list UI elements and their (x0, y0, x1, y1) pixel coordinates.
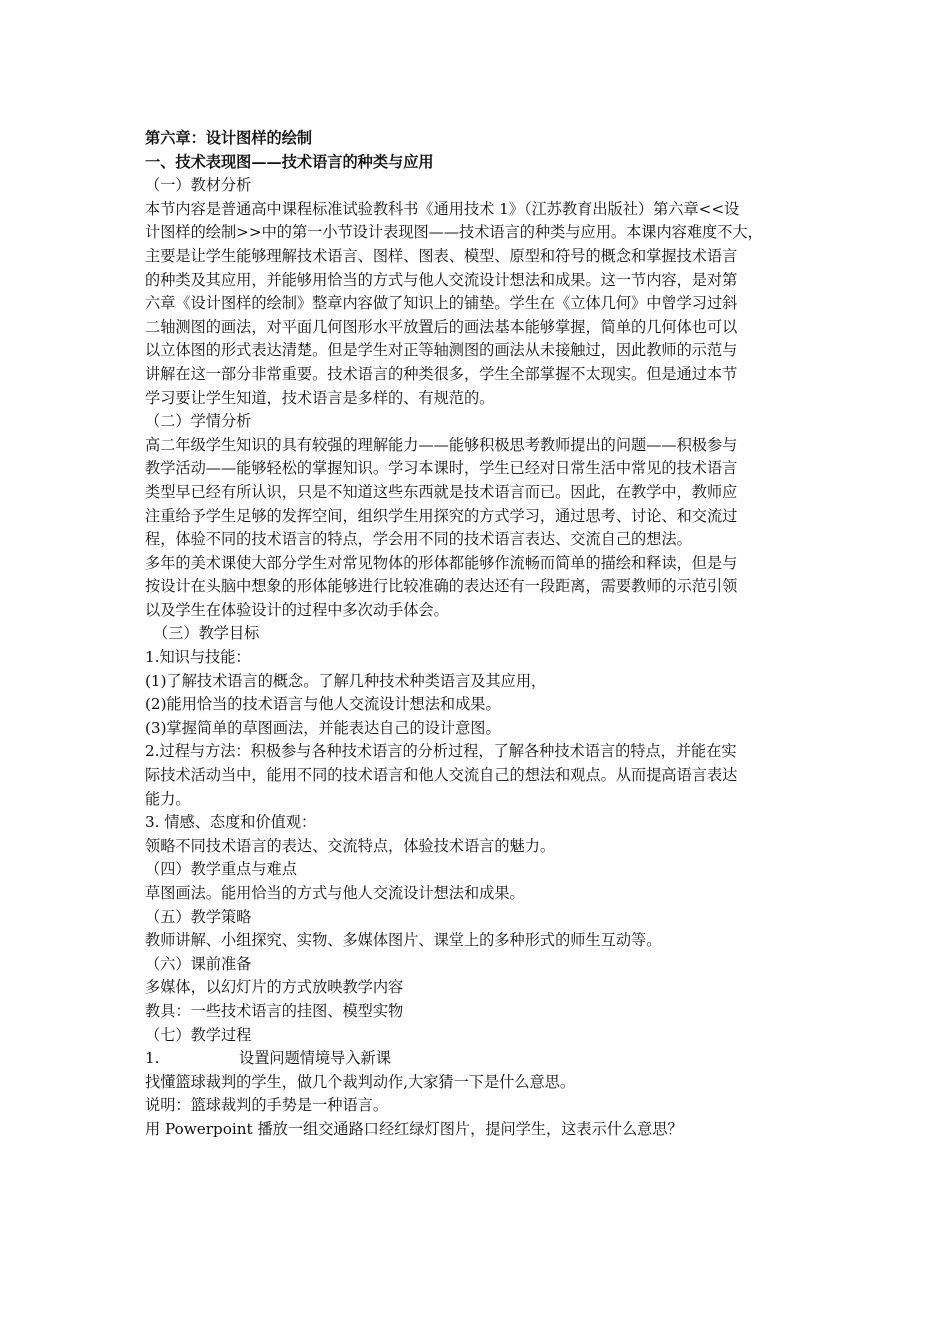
strategy-heading: （五）教学策略 (145, 907, 252, 926)
preparation-line: 多媒体，以幻灯片的方式放映教学内容 (145, 978, 404, 997)
process-line: 用 Powerpoint 播放一组交通路口经红绿灯图片，提问学生，这表示什么意思？ (145, 1119, 683, 1138)
material-analysis-line: 的种类及其应用，并能够用恰当的方式与他人交流设计想法和成果。这一节内容，是对第 (145, 270, 738, 289)
student-analysis-line: 多年的美术课使大部分学生对常见物体的形体都能够作流畅而简单的描绘和释读，但是与 (145, 553, 738, 572)
process-line: 说明：篮球裁判的手势是一种语言。 (145, 1096, 388, 1115)
material-analysis-line: 以立体图的形式表达清楚。但是学生对正等轴测图的画法从未接触过，因此教师的示范与 (145, 341, 738, 360)
section-title: 一、技术表现图——技术语言的种类与应用 (145, 152, 434, 171)
student-analysis-line: 教学活动——能够轻松的掌握知识。学习本课时，学生已经对日常生活中常见的技术语言 (145, 459, 738, 478)
material-analysis-line: 主要是让学生能够理解技术语言、图样、图表、模型、原型和符号的概念和掌握技术语言 (145, 246, 738, 265)
document-page (145, 127, 815, 1142)
objectives-heading: （三）教学目标 (153, 624, 260, 643)
student-analysis-line: 按设计在头脑中想象的形体能够进行比较准确的表达还有一段距离，需要教师的示范引领 (145, 577, 738, 596)
process-step-title: 设置问题情境导入新课 (239, 1049, 391, 1068)
student-analysis-heading: （二）学情分析 (145, 412, 252, 431)
key-points-heading: （四）教学重点与难点 (145, 860, 297, 879)
student-analysis-line: 类型早已经有所认识，只是不知道这些东西就是技术语言而已。因此，在教学中，教师应 (145, 482, 738, 501)
material-analysis-line: 本节内容是普通高中课程标准试验教科书《通用技术 1》（江苏教育出版社）第六章<<设 (145, 199, 740, 218)
student-analysis-line: 注重给予学生足够的发挥空间，组织学生用探究的方式学习，通过思考、讨论、和交流过 (145, 506, 738, 525)
process-heading: （七）教学过程 (145, 1025, 252, 1044)
objectives-line: 2.过程与方法：积极参与各种技术语言的分析过程，了解各种技术语言的特点，并能在实 (145, 742, 737, 761)
material-analysis-heading: （一）教材分析 (145, 176, 252, 195)
objectives-line: (3)掌握简单的草图画法，并能表达自己的设计意图。 (145, 718, 501, 737)
preparation-heading: （六）课前准备 (145, 954, 252, 973)
key-points-line: 草图画法。能用恰当的方式与他人交流设计想法和成果。 (145, 884, 525, 902)
strategy-line: 教师讲解、小组探究、实物、多媒体图片、课堂上的多种形式的师生互动等。 (145, 931, 662, 950)
student-analysis-line: 程，体验不同的技术语言的特点，学会用不同的技术语言表达、交流自己的想法。 (145, 530, 692, 549)
objectives-line: (1)了解技术语言的概念。了解几种技术种类语言及其应用， (145, 671, 547, 690)
chapter-title: 第六章：设计图样的绘制 (145, 129, 313, 147)
objectives-line: 能力。 (145, 789, 191, 808)
preparation-line: 教具：一些技术语言的挂图、模型实物 (145, 1001, 404, 1020)
material-analysis-line: 六章《设计图样的绘制》整章内容做了知识上的铺垫。学生在《立体几何》中曾学习过斜 (145, 294, 738, 313)
process-line: 找懂篮球裁判的学生，做几个裁判动作,大家猜一下是什么意思。 (145, 1072, 576, 1091)
objectives-line: 3. 情感、态度和价值观： (145, 813, 317, 832)
objectives-line: 1.知识与技能： (145, 648, 251, 667)
material-analysis-line: 二轴测图的画法，对平面几何图形水平放置后的画法基本能够掌握，简单的几何体也可以 (145, 317, 738, 336)
material-analysis-line: 计图样的绘制>>中的第一小节设计表现图——技术语言的种类与应用。本课内容难度不大， (145, 223, 763, 242)
material-analysis-line: 学习要让学生知道，技术语言是多样的、有规范的。 (145, 388, 495, 407)
objectives-line: 际技术活动当中，能用不同的技术语言和他人交流自己的想法和观点。从而提高语言表达 (145, 766, 738, 785)
student-analysis-line: 以及学生在体验设计的过程中多次动手体会。 (145, 600, 449, 619)
material-analysis-line: 讲解在这一部分非常重要。技术语言的种类很多，学生全部掌握不太现实。但是通过本节 (145, 364, 738, 383)
objectives-line: 领略不同技术语言的表达、交流特点，体验技术语言的魅力。 (145, 836, 556, 855)
student-analysis-line: 高二年级学生知识的具有较强的理解能力——能够积极思考教师提出的问题——积极参与 (145, 435, 738, 454)
process-step (145, 1047, 815, 1071)
process-step-number: 1. (145, 1049, 160, 1068)
objectives-line: (2)能用恰当的技术语言与他人交流设计想法和成果。 (145, 695, 501, 714)
